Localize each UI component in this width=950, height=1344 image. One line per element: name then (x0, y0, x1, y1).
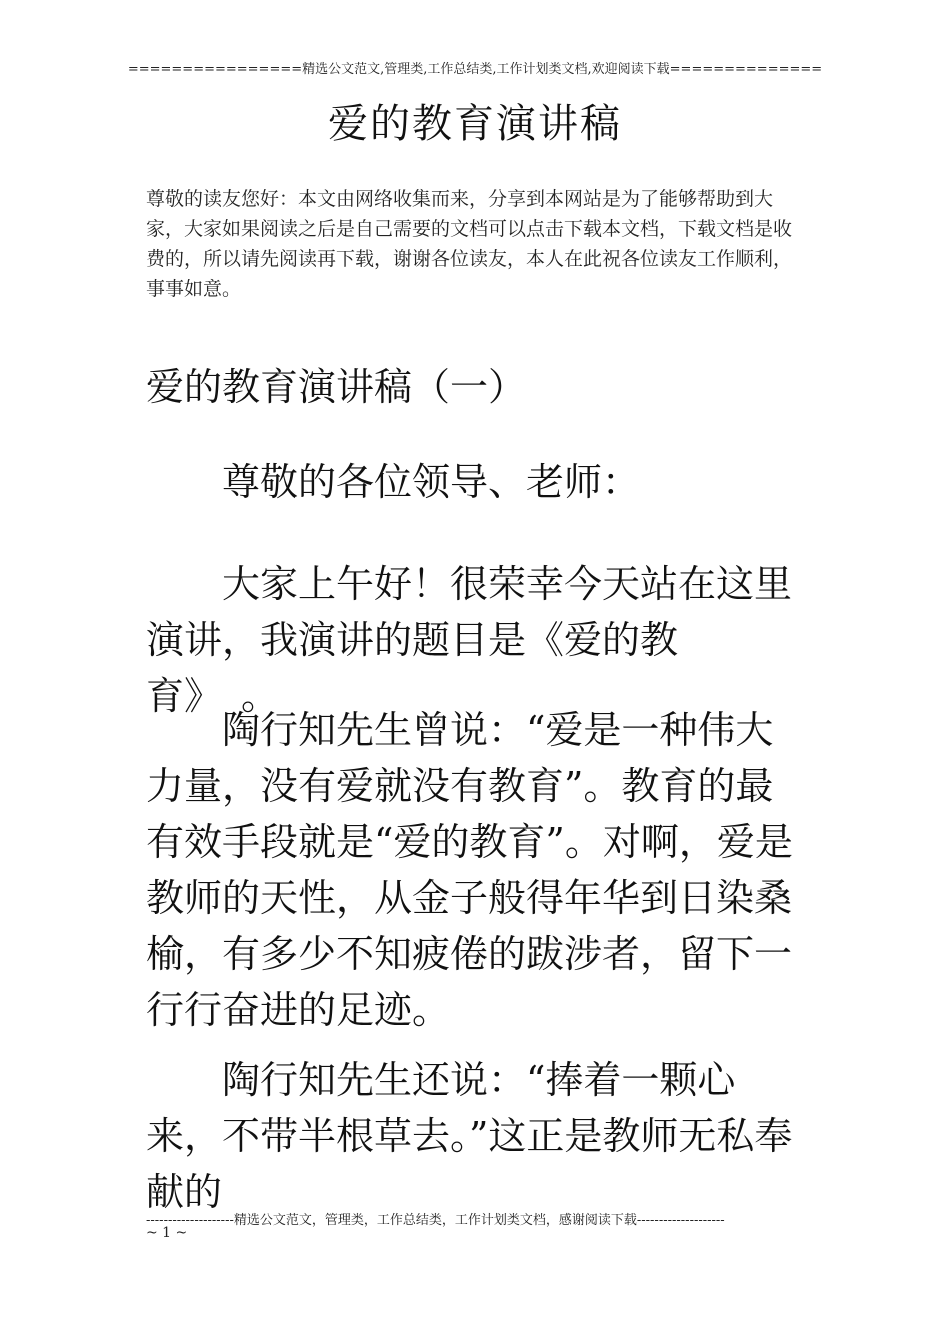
greeting-paragraph (146, 454, 810, 510)
page-number: ~ 1 ~ (146, 1225, 188, 1241)
body-paragraph (146, 702, 810, 1038)
section-title: 爱的教育演讲稿（一） (146, 365, 527, 409)
header-banner: ================精选公文范文,管理类,工作总结类,工作计划类文档,欢迎阅读下载============== (127, 62, 823, 77)
reader-notice: 尊敬的读友您好：本文由网络收集而来，分享到本网站是为了能够帮助到大家，大家如果阅读之后是自己需要的文档可以点击下载本文档，下载文档是收费的，所以请先阅读再下载，谢谢各位读友，本人在此祝各位读友工作顺利，事事如意。 (146, 188, 793, 300)
greeting-text: 尊敬的各位领导、老师： (222, 460, 641, 504)
paragraph-text: 陶行知先生曾说：“爱是一种伟大力量，没有爱就没有教育”。教育的最有效手段就是“爱的教育”。对啊，爱是教师的天性，从金子般得年华到日染桑榆，有多少不知疲倦的跋涉者，留下一行行奋进的足迹。 (146, 708, 793, 1032)
body-paragraph (146, 556, 810, 724)
paragraph-text: 陶行知先生还说：“捧着一颗心来，不带半根草去。”这正是教师无私奉献的 (146, 1058, 793, 1214)
footer-banner: --------------------精选公文范文，管理类，工作总结类，工作计划类文档，感谢阅读下载-------------------- (146, 1213, 725, 1228)
document-title: 爱的教育演讲稿 (328, 101, 622, 147)
paragraph-text: 大家上午好！很荣幸今天站在这里演讲，我演讲的题目是《爱的教育》 。 (146, 562, 793, 718)
body-paragraph (146, 1052, 810, 1220)
